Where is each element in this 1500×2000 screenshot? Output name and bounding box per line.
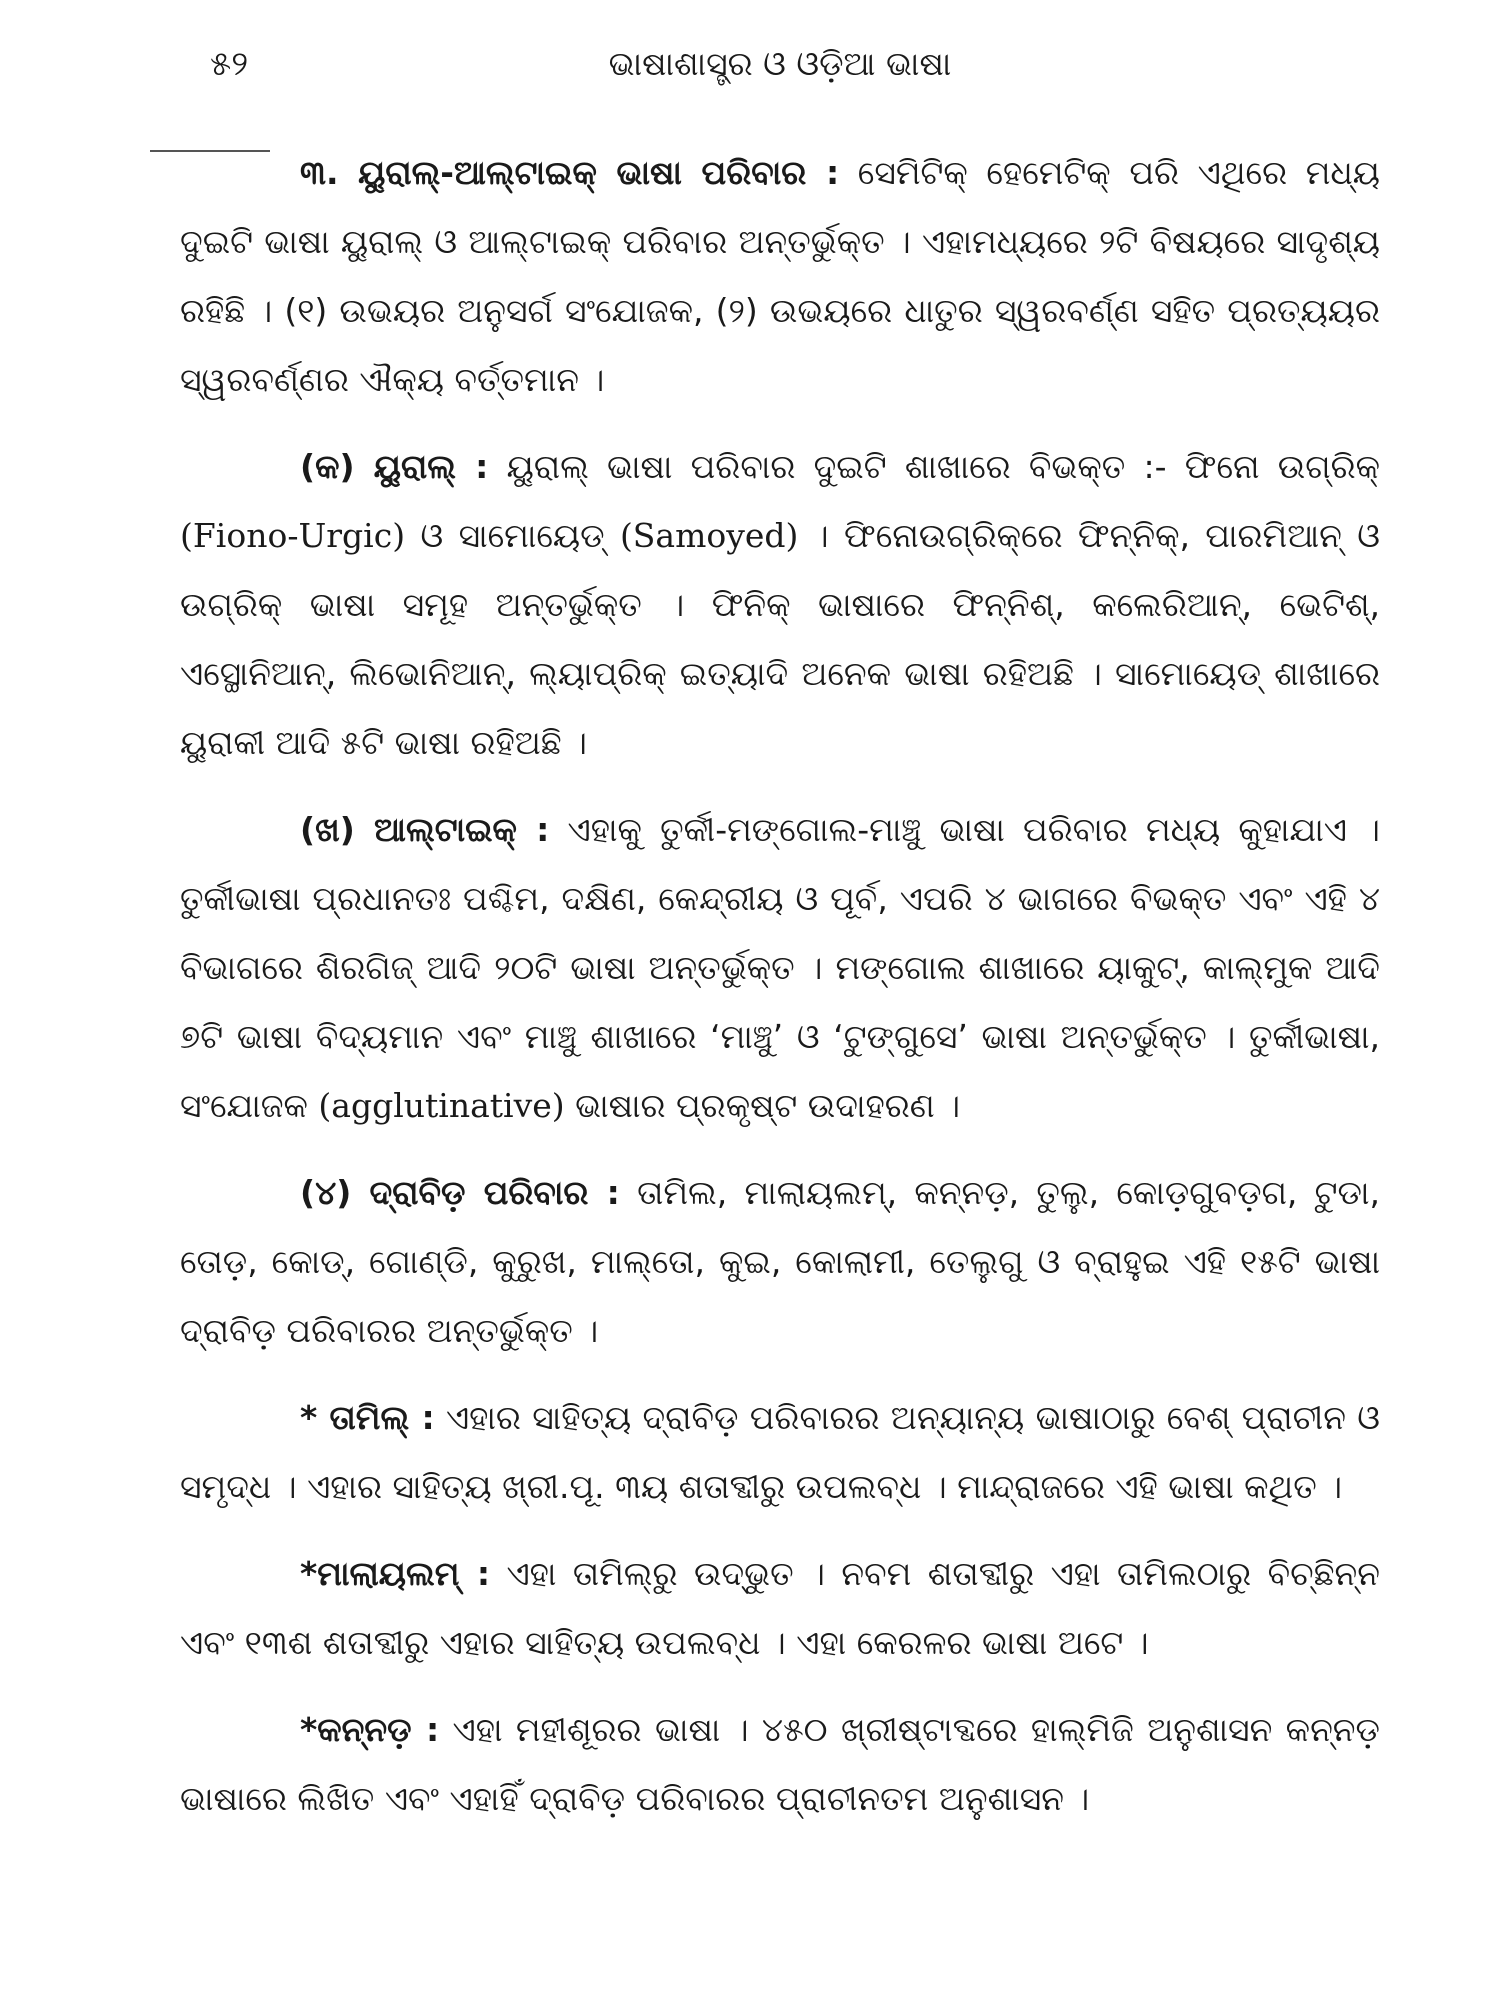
page-header <box>180 30 1380 100</box>
margin-rule <box>150 150 270 152</box>
heading-malayalam: *ମାଲାୟଲମ୍ : <box>300 1554 491 1593</box>
page-number: ୫୨ <box>210 44 249 84</box>
paragraph-altaic <box>180 795 1380 1140</box>
latin-term: (Samoyed) <box>619 516 799 555</box>
paragraph-tamil <box>180 1383 1380 1521</box>
heading-dravidian: (୪) ଦ୍ରାବିଡ଼ ପରିବାର : <box>300 1173 620 1212</box>
paragraph-text: ଏହା ମହୀଶୂରର ଭାଷା । ୪୫୦ ଖ୍ରୀଷ୍ଟାବ୍ଦରେ ହାଲ୍‌ମିଜି ଅନୁଶାସନ କନ୍ନଡ଼ ଭାଷାରେ ଲିଖିତ ଏବଂ ଏହାହିଁ ଦ୍ରାବିଡ଼ ପରିବାରର ପ୍ରାଚୀନତମ ଅନୁଶାସନ । <box>180 1710 1380 1818</box>
heading-altaic: (ଖ) ଆଲ୍‌ଟାଇକ୍ : <box>300 810 550 849</box>
paragraph-kannada <box>180 1695 1380 1833</box>
paragraph-dravidian <box>180 1158 1380 1365</box>
paragraph-malayalam <box>180 1539 1380 1677</box>
heading-ural: (କ) ୟୁରାଲ୍ : <box>300 447 489 486</box>
paragraph-text: ୟୁରାଲ୍ ଭାଷା ପରିବାର ଦୁଇଟି ଶାଖାରେ ବିଭକ୍ତ :- ଫିନୋ ଉଗ୍ରିକ୍ <box>488 447 1381 486</box>
paragraph-text: ଓ ସାମୋୟେଡ୍ <box>405 516 620 555</box>
latin-term: (agglutinative) <box>318 1086 565 1125</box>
heading-tamil: * ତାମିଲ୍ : <box>300 1398 435 1437</box>
paragraph-text: ତାମିଲ, ମାଲାୟଲମ୍, କନ୍ନଡ଼, ତୁଲୁ, କୋଡ଼ଗୁବଡ଼ଗ, ଟୁଡା, ତୋଡ଼, କୋଡ୍, ଗୋଣ୍ଡି, କୁରୁଖ, ମାଲ୍‌ତୋ, କୁଇ, କୋଲାମୀ, ତେଲୁଗୁ ଓ ବ୍ରାହୁଇ ଏହି ୧୫ଟି ଭାଷା ଦ୍ରାବିଡ଼ ପରିବାରର ଅନ୍ତର୍ଭୁକ୍ତ । <box>180 1173 1380 1350</box>
paragraph-text: ସେମିଟିକ୍ ହେମେଟିକ୍ ପରି ଏଥିରେ ମଧ୍ୟ ଦୁଇଟି ଭାଷା ୟୁରାଲ୍ ଓ ଆଲ୍‌ଟାଇକ୍ ପରିବାର ଅନ୍ତର୍ଭୁକ୍ତ । ଏହାମଧ୍ୟରେ ୨ଟି ବିଷୟରେ ସାଦୃଶ୍ୟ ରହିଛି । (୧) ଉଭୟର ଅନୁସର୍ଗ ସଂଯୋଜକ, (୨) ଉଭୟରେ ଧାତୁର ସ୍ୱରବର୍ଣ୍ଣ ସହିତ ପ୍ରତ୍ୟୟର ସ୍ୱରବର୍ଣ୍ଣର ଐକ୍ୟ ବର୍ତ୍ତମାନ । <box>180 153 1380 399</box>
latin-term: (Fiono-Urgic) <box>180 516 406 555</box>
body-text <box>180 138 1380 1833</box>
paragraph-ural-altaic <box>180 138 1380 414</box>
paragraph-text: । ଫିନୋଉଗ୍ରିକ୍‌ରେ ଫିନ୍ନିକ୍, ପାରମିଆନ୍ ଓ ଉଗ୍ରିକ୍ ଭାଷା ସମୂହ ଅନ୍ତର୍ଭୁକ୍ତ । ଫିନିକ୍ ଭାଷାରେ ଫିନ୍ନିଶ୍, କଲେରିଆନ୍, ଭେଟିଶ୍, ଏସ୍ଥୋନିଆନ୍, ଲିଭୋନିଆନ୍, ଲ୍ୟାପ୍ରିକ୍ ଇତ୍ୟାଦି ଅନେକ ଭାଷା ରହିଅଛି । ସାମୋୟେଡ୍ ଶାଖାରେ ୟୁରାକୀ ଆଦି ୫ଟି ଭାଷା ରହିଅଛି । <box>180 516 1381 762</box>
paragraph-text: ଏହା ତାମିଲ୍‌ରୁ ଉଦ୍ଭୁତ । ନବମ ଶତାବ୍ଦୀରୁ ଏହା ତାମିଲଠାରୁ ବିଚ୍ଛିନ୍ନ ଏବଂ ୧୩ଶ ଶତାବ୍ଦୀରୁ ଏହାର ସାହିତ୍ୟ ଉପଲବ୍ଧ । ଏହା କେରଳର ଭାଷା ଅଟେ । <box>180 1554 1380 1662</box>
heading-ural-altaic: ୩. ୟୁରାଲ୍-ଆଲ୍‌ଟାଇକ୍ ଭାଷା ପରିବାର : <box>300 153 840 192</box>
paragraph-ural <box>180 432 1380 777</box>
running-title: ଭାଷାଶାସ୍ତ୍ର ଓ ଓଡ଼ିଆ ଭାଷା <box>608 44 952 83</box>
paragraph-text: ଭାଷାର ପ୍ରକୃଷ୍ଟ ଉଦାହରଣ । <box>564 1086 961 1125</box>
paragraph-text: ଏହାକୁ ତୁର୍କୀ-ମଙ୍ଗୋଲ-ମାଞ୍ଚୁ ଭାଷା ପରିବାର ମଧ୍ୟ କୁହାଯାଏ । ତୁର୍କୀଭାଷା ପ୍ରଧାନତଃ ପଶ୍ଚିମ, ଦକ୍ଷିଣ, କେନ୍ଦ୍ରୀୟ ଓ ପୂର୍ବ, ଏପରି ୪ ଭାଗରେ ବିଭକ୍ତ ଏବଂ ଏହି ୪ ବିଭାଗରେ ଶିରଗିଜ୍ ଆଦି ୨୦ଟି ଭାଷା ଅନ୍ତର୍ଭୁକ୍ତ । ମଙ୍ଗୋଲ ଶାଖାରେ ୟାକୁଟ୍, କାଲ୍‌ମୁକ ଆଦି ୭ଟି ଭାଷା ବିଦ୍ୟମାନ ଏବଂ ମାଞ୍ଚୁ ଶାଖାରେ ‘ମାଞ୍ଚୁ’ ଓ ‘ଟୁଙ୍ଗୁସେ’ ଭାଷା ଅନ୍ତର୍ଭୁକ୍ତ । ତୁର୍କୀଭାଷା, ସଂଯୋଜକ <box>180 810 1380 1125</box>
heading-kannada: *କନ୍ନଡ଼ : <box>300 1710 440 1749</box>
paragraph-text: ଏହାର ସାହିତ୍ୟ ଦ୍ରାବିଡ଼ ପରିବାରର ଅନ୍ୟାନ୍ୟ ଭାଷାଠାରୁ ବେଶ୍ ପ୍ରାଚୀନ ଓ ସମୃଦ୍ଧ । ଏହାର ସାହିତ୍ୟ ଖ୍ରୀ.ପୂ. ୩ୟ ଶତାବ୍ଦୀରୁ ଉପଲବ୍ଧ । ମାନ୍ଦ୍ରାଜରେ ଏହି ଭାଷା କଥିତ । <box>180 1398 1381 1506</box>
